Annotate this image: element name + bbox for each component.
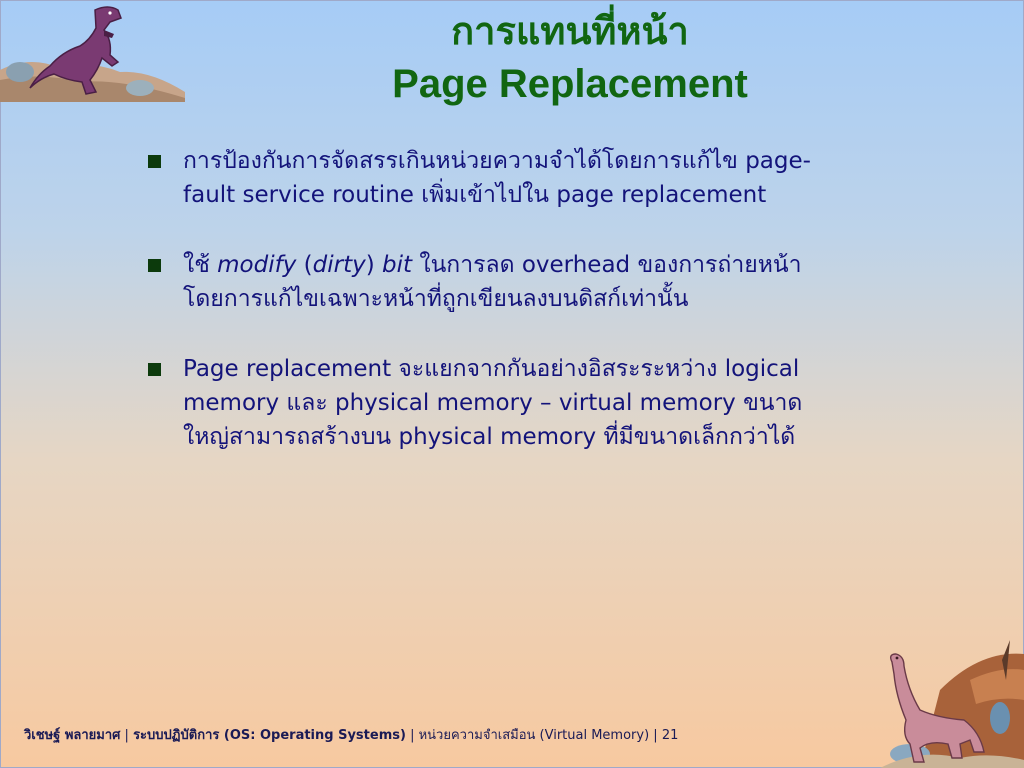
bullet-line: fault service routine เพิ่มเข้าไปใน page replacement — [183, 182, 767, 208]
bullet-line: memory และ physical memory – virtual memory ขนาด — [183, 390, 803, 416]
footer-course: ระบบปฏิบัติการ (OS: Operating Systems) — [133, 728, 406, 743]
square-bullet-icon — [148, 259, 161, 272]
bullet-item — [145, 352, 905, 454]
square-bullet-icon — [148, 155, 161, 168]
bullet-line: ใหญ่สามารถสร้างบน physical memory ที่มีขนาดเล็กกว่าได้ — [183, 424, 796, 450]
footer-separator: | — [120, 728, 134, 743]
bullet-line: Page replacement จะแยกจากกันอย่างอิสระระหว่าง logical — [183, 356, 800, 382]
footer-page-number: 21 — [661, 728, 679, 743]
text-rest: ในการลด overhead ของการถ่ายหน้า — [412, 252, 802, 278]
slide-title-english: Page Replacement — [392, 62, 748, 106]
bullet-item — [145, 248, 905, 316]
bullet-item — [145, 144, 905, 212]
bullet-line: การป้องกันการจัดสรรเกินหน่วยความจำได้โดยการแก้ไข page- — [183, 148, 811, 174]
bullet-list — [145, 144, 905, 490]
text-modify: modify — [217, 252, 297, 278]
footer-chapter: หน่วยความจำเสมือน (Virtual Memory) — [418, 728, 650, 743]
square-bullet-icon — [148, 363, 161, 376]
bullet-line — [183, 248, 905, 282]
text-prefix: ใช้ — [183, 252, 218, 278]
bullet-line: โดยการแก้ไขเฉพาะหน้าที่ถูกเขียนลงบนดิสก์เท่านั้น — [183, 286, 689, 312]
slide-footer — [24, 724, 678, 745]
text-bit: bit — [382, 252, 413, 278]
footer-separator: | — [649, 728, 662, 743]
slide-title-thai: การแทนที่หน้า — [451, 9, 689, 53]
trex-dinosaur-icon — [0, 0, 190, 110]
footer-separator: | — [405, 728, 419, 743]
footer-author: วิเชษฐ์ พลายมาศ — [24, 728, 121, 743]
text-open-paren: ( — [296, 252, 313, 278]
text-dirty: dirty — [312, 252, 366, 278]
brontosaurus-dinosaur-icon — [880, 640, 1024, 768]
text-close-paren: ) — [365, 252, 383, 278]
